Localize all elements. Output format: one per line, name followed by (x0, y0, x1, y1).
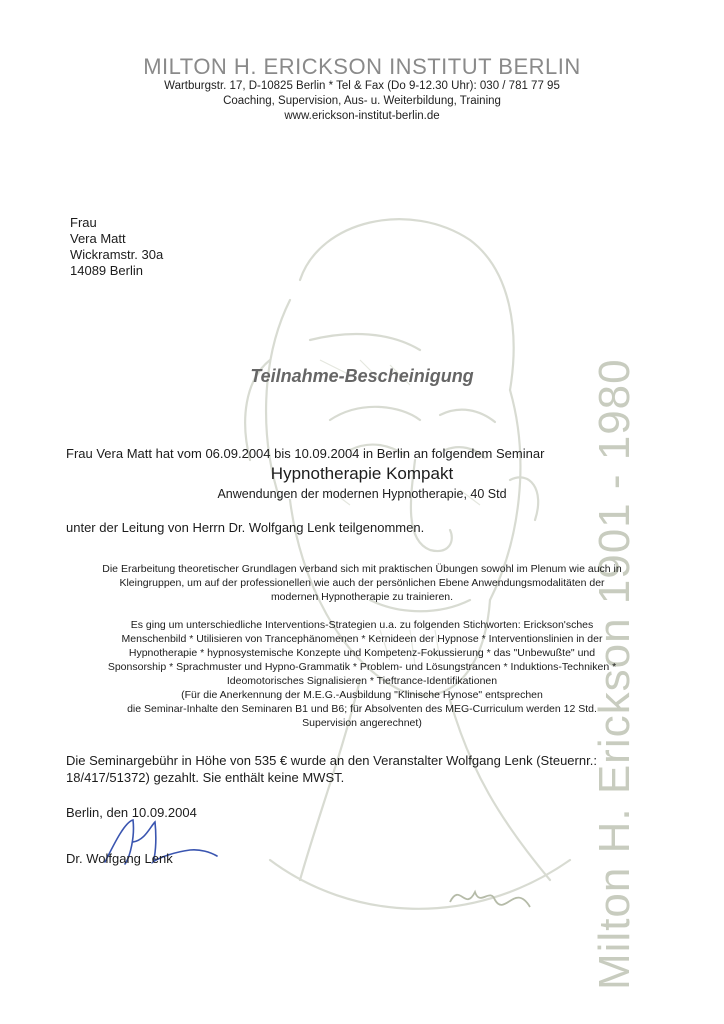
recipient-street: Wickramstr. 30a (70, 247, 164, 262)
fee-line: 18/417/51372) gezahlt. Sie enthält keine MWST. (66, 770, 345, 785)
seminar-subtitle: Anwendungen der modernen Hypnotherapie, 40 Std (217, 487, 507, 501)
letterhead-website: www.erickson-institut-berlin.de (284, 110, 440, 122)
paragraph-line: (Für die Anerkennung der M.E.G.-Ausbildung "Klinische Hynose" entsprechen (181, 689, 543, 701)
paragraph-line: Kleingruppen, um auf der professionellen wie auch der persönlichen Ebene Anwendungsmodalitäten der (119, 577, 605, 589)
paragraph-line: Ideomotorisches Signalisieren * Tieftrance-Identifikationen (226, 675, 498, 687)
seminar-title: Hypnotherapie Kompakt (270, 464, 454, 483)
letterhead-title: MILTON H. ERICKSON INSTITUT BERLIN (143, 54, 581, 79)
letterhead-services: Coaching, Supervision, Aus- u. Weiterbildung, Training (223, 95, 501, 107)
paragraph-line: Hypnotherapie * hypnosystemische Konzepte und Kompetenz-Fokussierung * das "Unbewußte" und (128, 647, 596, 659)
watermark-dates-text: Milton H. Erickson 1901 - 1980 (590, 358, 639, 990)
document-title: Teilnahme-Bescheinigung (250, 366, 474, 386)
paragraph-line: modernen Hypnotherapie zu trainieren. (270, 591, 454, 603)
intro-text: Frau Vera Matt hat vom 06.09.2004 bis 10.09.2004 in Berlin an folgendem Seminar (66, 446, 545, 461)
paragraph-line: Es ging um unterschiedliche Interventions-Strategien u.a. zu folgenden Stichworten: Erickson'sches (130, 619, 594, 631)
paragraph-grundlagen (60, 562, 664, 604)
paragraph-line: Supervision angerechnet) (302, 717, 422, 729)
fee-paragraph (66, 752, 686, 786)
recipient-salutation: Frau (70, 215, 97, 230)
recipient-address (70, 215, 163, 279)
sketch-artist-signature (445, 872, 535, 922)
paragraph-line: Die Erarbeitung theoretischer Grundlagen verband sich mit praktischen Übungen sowohl im Plenum wie auch in (102, 563, 622, 575)
recipient-city: 14089 Berlin (70, 263, 143, 278)
paragraph-stichworte (60, 618, 664, 730)
signer-name: Dr. Wolfgang Lenk (66, 851, 173, 866)
leitung-text: unter der Leitung von Herrn Dr. Wolfgang Lenk teilgenommen. (66, 520, 425, 535)
paragraph-line: die Seminar-Inhalte den Seminaren B1 und B6; für Absolventen des MEG-Curriculum werden 12 Std. (127, 703, 597, 715)
place-date: Berlin, den 10.09.2004 (66, 805, 197, 820)
paragraph-line: Sponsorship * Sprachmuster und Hypno-Grammatik * Problem- und Lösungstrancen * Induktions-Techniken * (107, 661, 617, 673)
recipient-name: Vera Matt (70, 231, 126, 246)
fee-line: Die Seminargebühr in Höhe von 535 € wurde an den Veranstalter Wolfgang Lenk (Steuernr.: (66, 753, 597, 768)
paragraph-line: Menschenbild * Utilisieren von Trancephänomenen * Kernideen der Hypnose * Interventionslinien in der (121, 633, 603, 645)
letterhead-address: Wartburgstr. 17, D-10825 Berlin * Tel & Fax (Do 9-12.30 Uhr): 030 / 781 77 95 (164, 80, 560, 92)
